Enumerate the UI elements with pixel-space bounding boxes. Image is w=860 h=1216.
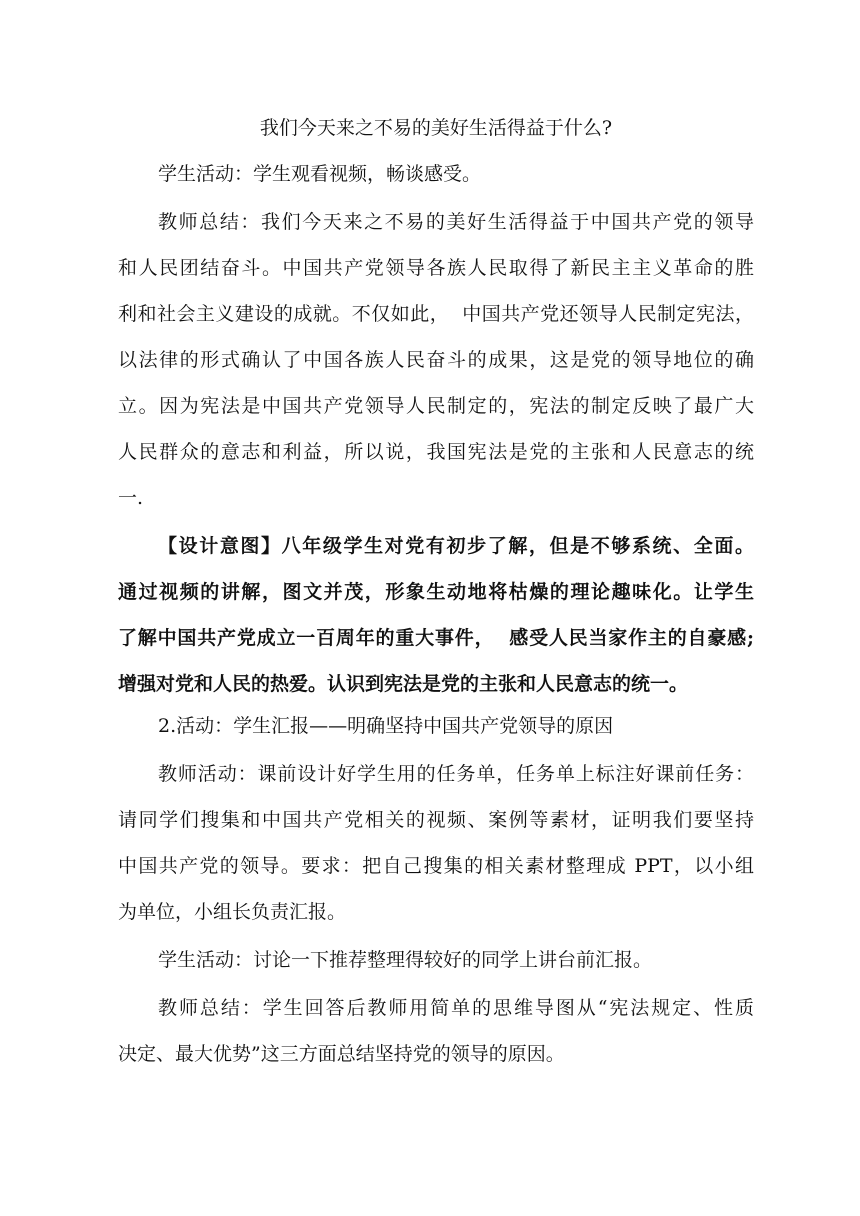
student-activity-paragraph: 学生活动：讨论一下推荐整理得较好的同学上讲台前汇报。 xyxy=(158,949,653,971)
design-intent-line: 【设计意图】八年级学生对党有初步了解，但是不够系统、全面。 xyxy=(158,535,754,557)
teacher-activity-line: 教师活动：课前设计好学生用的任务单，任务单上标注好课前任务： xyxy=(158,763,754,785)
teacher-summary-line: 以法律的形式确认了中国各族人民奋斗的成果，这是党的领导地位的确 xyxy=(118,349,754,371)
design-intent-line: 了解中国共产党成立一百周年的重大事件， 感受人民当家作主的自豪感; xyxy=(118,627,754,649)
teacher-summary-line: 立。因为宪法是中国共产党领导人民制定的，宪法的制定反映了最广大 xyxy=(118,395,754,417)
teacher-activity-line: 中国共产党的领导。要求：把自己搜集的相关素材整理成 PPT，以小组 xyxy=(118,855,754,877)
design-intent-line: 增强对党和人民的热爱。认识到宪法是党的主张和人民意志的统一。 xyxy=(118,673,689,695)
teacher-activity-line: 为单位，小组长负责汇报。 xyxy=(118,901,347,923)
teacher-summary-line: 利和社会主义建设的成就。不仅如此， 中国共产党还领导人民制定宪法， xyxy=(118,303,754,325)
teacher-summary-line: 人民群众的意志和利益，所以说，我国宪法是党的主张和人民意志的统 xyxy=(118,441,754,463)
teacher-summary-line: 教师总结：我们今天来之不易的美好生活得益于中国共产党的领导 xyxy=(158,211,754,233)
teacher-summary-line: 一. xyxy=(118,487,144,509)
student-activity-paragraph: 学生活动：学生观看视频，畅谈感受。 xyxy=(158,163,482,185)
teacher-summary-line: 教师总结：学生回答后教师用简单的思维导图从“宪法规定、性质 xyxy=(158,997,754,1019)
teacher-activity-line: 请同学们搜集和中国共产党相关的视频、案例等素材，证明我们要坚持 xyxy=(118,809,754,831)
design-intent-line: 通过视频的讲解，图文并茂，形象生动地将枯燥的理论趣味化。让学生 xyxy=(118,581,754,603)
teacher-summary-line: 和人民团结奋斗。中国共产党领导各族人民取得了新民主主义革命的胜 xyxy=(118,257,754,279)
teacher-summary-line: 决定、最大优势”这三方面总结坚持党的领导的原因。 xyxy=(118,1043,565,1065)
question-heading: 我们今天来之不易的美好生活得益于什么? xyxy=(259,117,613,139)
activity-2-heading: 2.活动：学生汇报——明确坚持中国共产党领导的原因 xyxy=(158,715,614,737)
